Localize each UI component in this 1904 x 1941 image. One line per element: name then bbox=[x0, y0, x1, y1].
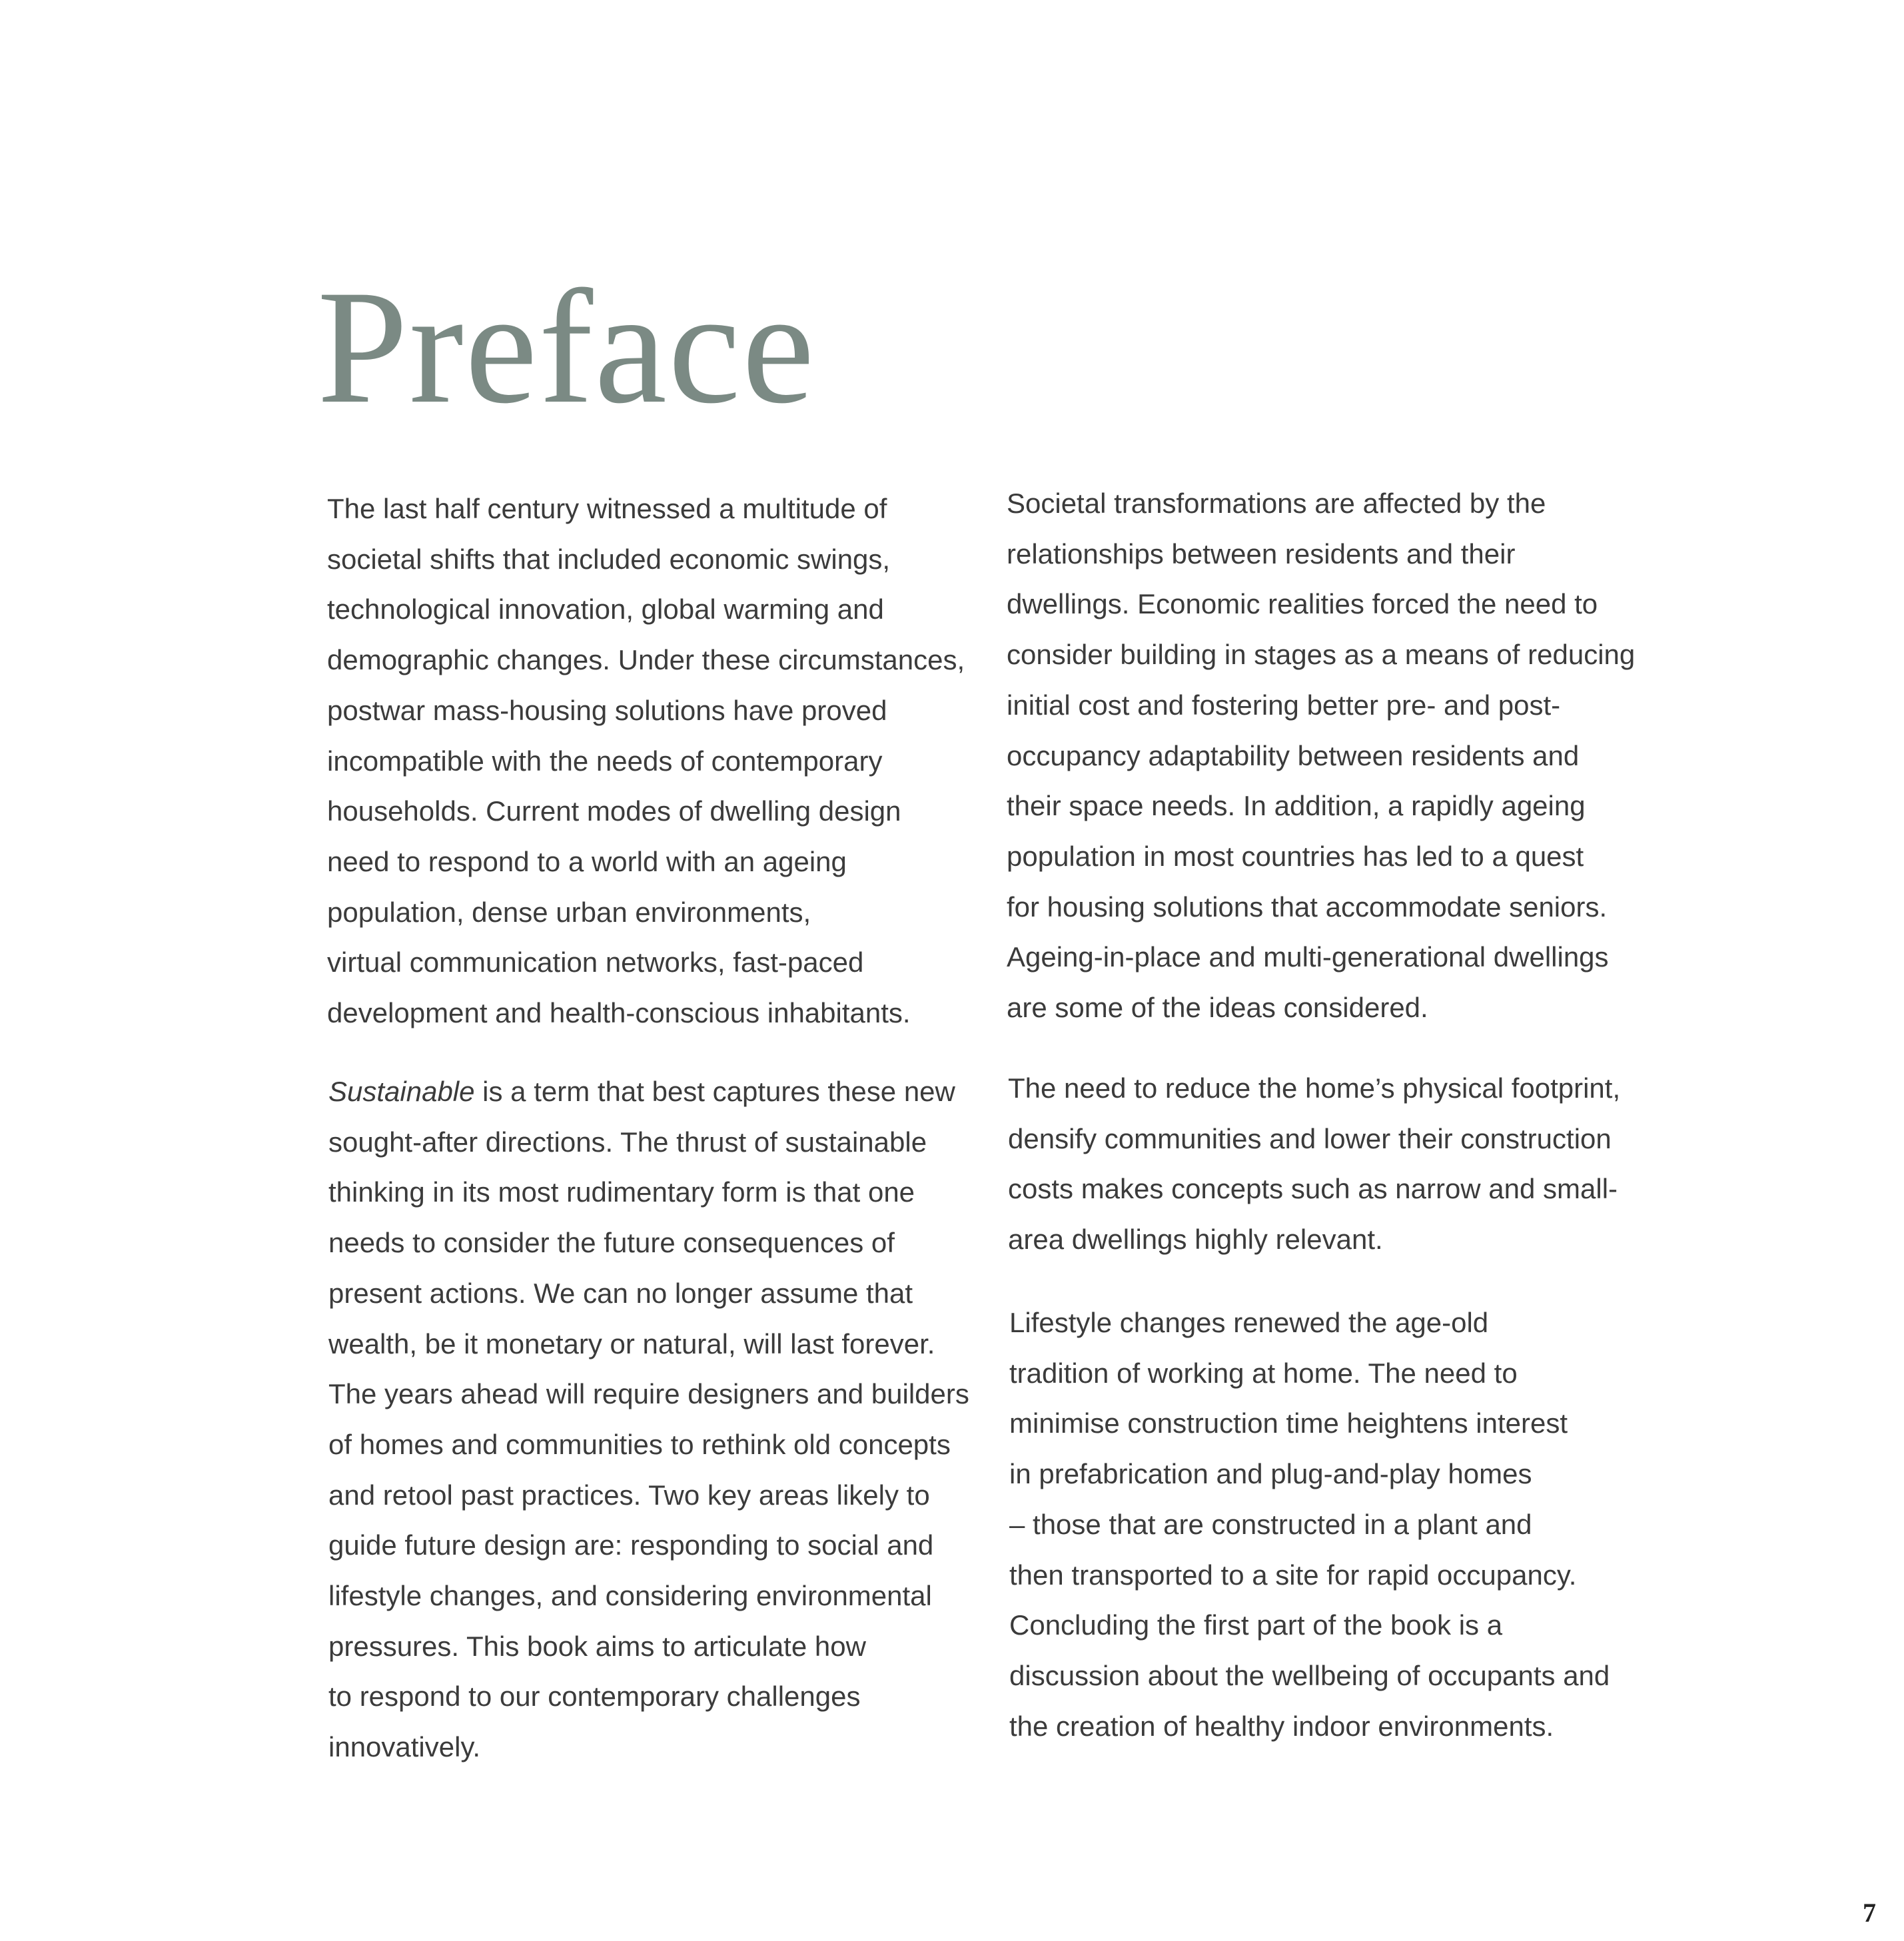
paragraph-line: needs to consider the future consequences of bbox=[328, 1227, 895, 1259]
paragraph-line: – those that are constructed in a plant and bbox=[1009, 1508, 1532, 1540]
paragraph-line: costs makes concepts such as narrow and small- bbox=[1008, 1173, 1618, 1205]
paragraph-line: pressures. This book aims to articulate how bbox=[328, 1630, 866, 1662]
paragraph-line: to respond to our contemporary challenges bbox=[328, 1681, 861, 1713]
paragraph-line: lifestyle changes, and considering environmental bbox=[328, 1580, 932, 1612]
paragraph-line bbox=[328, 1066, 969, 1117]
paragraph-line: area dwellings highly relevant. bbox=[1008, 1224, 1383, 1256]
paragraph-line: Ageing-in-place and multi-generational dwellings bbox=[1007, 941, 1609, 973]
paragraph-line: sought-after directions. The thrust of sustainable bbox=[328, 1126, 927, 1158]
paragraph-line: occupancy adaptability between residents and bbox=[1007, 739, 1580, 771]
paragraph-line: and retool past practices. Two key areas likely to bbox=[328, 1479, 930, 1511]
paragraph-line: incompatible with the needs of contemporary bbox=[327, 745, 883, 777]
paragraph-line: of homes and communities to rethink old concepts bbox=[328, 1428, 951, 1460]
paragraph-line: postwar mass-housing solutions have proved bbox=[327, 694, 887, 726]
paragraph-line: for housing solutions that accommodate seniors. bbox=[1007, 891, 1608, 923]
paragraph-line: relationships between residents and their bbox=[1007, 538, 1516, 570]
paragraph-line: minimise construction time heightens interest bbox=[1009, 1407, 1568, 1439]
paragraph-line: need to respond to a world with an ageing bbox=[327, 845, 847, 877]
paragraph-line: population, dense urban environments, bbox=[327, 896, 811, 928]
line-text: is a term that best captures these new bbox=[474, 1076, 955, 1107]
paragraph-line: Societal transformations are affected by the bbox=[1007, 488, 1546, 519]
paragraph-line: their space needs. In addition, a rapidly ageing bbox=[1007, 790, 1586, 822]
paragraph-line: The need to reduce the home’s physical footprint, bbox=[1008, 1072, 1621, 1104]
paragraph-line: present actions. We can no longer assume that bbox=[328, 1277, 913, 1309]
paragraph-line: wealth, be it monetary or natural, will last forever. bbox=[328, 1328, 935, 1359]
paragraph-line: the creation of healthy indoor environments. bbox=[1009, 1710, 1554, 1742]
paragraph-line: demographic changes. Under these circumstances, bbox=[327, 644, 965, 676]
paragraph-line: tradition of working at home. The need to bbox=[1009, 1357, 1518, 1389]
paragraph-line: Concluding the first part of the book is a bbox=[1009, 1609, 1503, 1641]
paragraph-line: technological innovation, global warming and bbox=[327, 593, 884, 625]
paragraph-line: Lifestyle changes renewed the age-old bbox=[1009, 1307, 1489, 1338]
paragraph-line: households. Current modes of dwelling design bbox=[327, 795, 901, 827]
paragraph-line: innovatively. bbox=[328, 1731, 481, 1763]
page-number: 7 bbox=[1863, 1898, 1876, 1928]
italic-term: Sustainable bbox=[328, 1076, 475, 1107]
left-paragraph-2 bbox=[328, 1066, 969, 1772]
page-title: Preface bbox=[317, 256, 816, 437]
paragraph-line: dwellings. Economic realities forced the need to bbox=[1007, 588, 1598, 620]
paragraph-line: The years ahead will require designers and builders bbox=[328, 1378, 969, 1410]
paragraph-line: discussion about the wellbeing of occupants and bbox=[1009, 1659, 1610, 1691]
left-paragraph-1 bbox=[327, 484, 965, 1038]
paragraph-line: guide future design are: responding to social and bbox=[328, 1529, 934, 1561]
right-paragraph-3 bbox=[1009, 1298, 1610, 1751]
paragraph-line: virtual communication networks, fast-paced bbox=[327, 947, 864, 978]
right-paragraph-2 bbox=[1008, 1063, 1620, 1265]
paragraph-line: then transported to a site for rapid occupancy. bbox=[1009, 1559, 1577, 1591]
paragraph-line: The last half century witnessed a multitude of bbox=[327, 493, 887, 524]
paragraph-line: initial cost and fostering better pre- and post- bbox=[1007, 689, 1561, 721]
paragraph-line: are some of the ideas considered. bbox=[1007, 992, 1428, 1024]
paragraph-line: densify communities and lower their construction bbox=[1008, 1122, 1612, 1154]
paragraph-line: societal shifts that included economic swings, bbox=[327, 543, 891, 575]
paragraph-line: consider building in stages as a means of reducing bbox=[1007, 639, 1636, 671]
paragraph-line: development and health-conscious inhabitants. bbox=[327, 997, 911, 1029]
paragraph-line: thinking in its most rudimentary form is that one bbox=[328, 1176, 915, 1208]
right-paragraph-1 bbox=[1007, 478, 1635, 1033]
paragraph-line: in prefabrication and plug-and-play homes bbox=[1009, 1458, 1532, 1490]
paragraph-line: population in most countries has led to a quest bbox=[1007, 840, 1584, 872]
paragraph-lines bbox=[328, 1117, 969, 1772]
